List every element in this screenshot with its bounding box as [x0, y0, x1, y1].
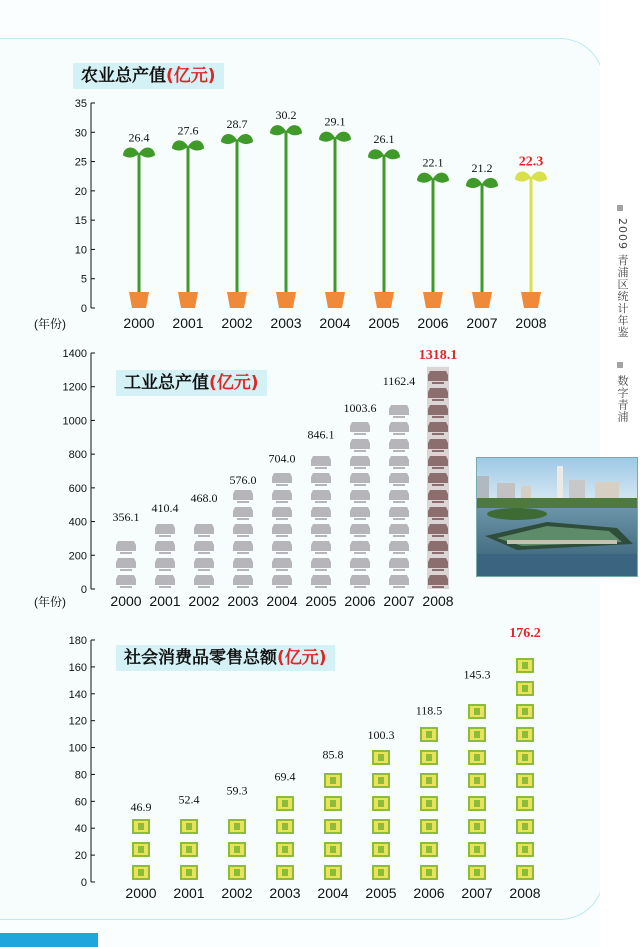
agri-x-axis-label: (年份): [34, 317, 66, 331]
ret-x-tick-label: 2006: [413, 885, 445, 901]
retail-box-mark: [378, 800, 384, 807]
ret-x-tick-label: 2007: [461, 885, 493, 901]
retail-title: 社会消费品零售总额(亿元): [116, 645, 335, 671]
retail-box-mark: [474, 869, 480, 876]
retail-box-mark: [330, 800, 336, 807]
ind-x-tick-label: 2000: [110, 593, 142, 609]
agri-y-tick-label: 10: [74, 244, 87, 257]
data-label: 145.3: [463, 667, 491, 682]
retail-box-mark: [522, 800, 528, 807]
ret-y-tick-label: 140: [68, 688, 87, 701]
retail-box-mark: [378, 846, 384, 853]
retail-box-mark: [138, 823, 144, 830]
agri-x-tick-label: 2006: [417, 315, 449, 331]
ret-y-tick-label: 100: [68, 742, 87, 755]
retail-box-mark: [282, 823, 288, 830]
retail-box-mark: [330, 777, 336, 784]
yearbook-label: 2009 青浦区统计年鉴: [616, 218, 629, 339]
retail-box-mark: [474, 800, 480, 807]
ret-x-tick-label: 2000: [125, 885, 157, 901]
ind-x-tick-label: 2008: [422, 593, 454, 609]
data-label: 21.2: [471, 160, 493, 175]
data-label: 100.3: [367, 728, 395, 743]
retail-box-mark: [378, 754, 384, 761]
retail-box-mark: [378, 869, 384, 876]
ret-x-tick-label: 2003: [269, 885, 301, 901]
data-label: 26.1: [373, 132, 395, 147]
retail-box-mark: [234, 823, 240, 830]
retail-box-mark: [522, 846, 528, 853]
retail-box-mark: [330, 846, 336, 853]
ret-y-tick-label: 40: [74, 823, 87, 836]
data-label: 410.4: [151, 500, 179, 515]
retail-box-mark: [282, 869, 288, 876]
ind-x-tick-label: 2001: [149, 593, 181, 609]
agri-x-tick-label: 2002: [221, 315, 253, 331]
data-label: 29.1: [324, 114, 346, 129]
retail-box-mark: [426, 823, 432, 830]
ind-x-tick-label: 2007: [383, 593, 415, 609]
agri-title: 农业总产值(亿元): [73, 63, 224, 89]
retail-box-mark: [522, 754, 528, 761]
agri-x-tick-label: 2000: [123, 315, 155, 331]
data-label: 1318.1: [418, 347, 458, 363]
retail-box-mark: [522, 662, 528, 669]
ind-y-tick-label: 200: [68, 550, 87, 563]
retail-box-mark: [474, 846, 480, 853]
data-label: 1003.6: [343, 400, 377, 415]
ret-y-tick-label: 20: [74, 850, 87, 863]
agri-y-tick-label: 5: [80, 273, 87, 286]
retail-box-mark: [426, 869, 432, 876]
ind-x-tick-label: 2006: [344, 593, 376, 609]
ret-x-tick-label: 2005: [365, 885, 397, 901]
retail-box-mark: [186, 823, 192, 830]
retail-box-mark: [522, 823, 528, 830]
retail-box-mark: [474, 823, 480, 830]
ret-x-tick-label: 2001: [173, 885, 205, 901]
retail-box-mark: [378, 777, 384, 784]
ret-y-tick-label: 160: [68, 661, 87, 674]
retail-box-mark: [186, 869, 192, 876]
agri-x-tick-label: 2008: [515, 315, 547, 331]
agri-y-tick-label: 30: [74, 127, 87, 140]
lake-building-photo: [476, 457, 638, 577]
retail-box-mark: [282, 800, 288, 807]
data-label: 576.0: [229, 472, 257, 487]
data-label: 704.0: [268, 451, 296, 466]
ret-y-tick-label: 180: [68, 635, 87, 647]
footer-bar: [0, 933, 98, 947]
retail-box-mark: [186, 846, 192, 853]
ret-y-tick-label: 80: [74, 769, 87, 782]
ind-x-tick-label: 2003: [227, 593, 259, 609]
ind-y-tick-label: 400: [68, 516, 87, 529]
retail-box-mark: [282, 846, 288, 853]
data-label: 176.2: [509, 626, 541, 642]
data-label: 1162.4: [382, 374, 416, 389]
data-label: 26.4: [128, 130, 150, 145]
ret-y-tick-label: 0: [80, 877, 87, 889]
retail-box-mark: [378, 823, 384, 830]
ind-y-tick-label: 1200: [62, 381, 87, 394]
agri-x-tick-label: 2001: [172, 315, 204, 331]
data-label: 52.4: [178, 792, 200, 807]
agri-y-tick-label: 35: [74, 98, 87, 110]
ret-x-tick-label: 2008: [509, 885, 541, 901]
retail-box-mark: [426, 777, 432, 784]
data-label: 356.1: [112, 509, 140, 524]
section-label: 数字青浦: [616, 375, 629, 423]
side-marker: [617, 362, 623, 368]
ind-y-tick-label: 1400: [62, 348, 87, 360]
data-label: 468.0: [190, 491, 218, 506]
ret-y-tick-label: 60: [74, 796, 87, 809]
ind-x-tick-label: 2004: [266, 593, 298, 609]
retail-box-mark: [522, 708, 528, 715]
retail-box-mark: [474, 708, 480, 715]
retail-box-mark: [522, 731, 528, 738]
retail-box-mark: [426, 800, 432, 807]
agri-y-tick-label: 25: [74, 156, 87, 169]
ind-y-tick-label: 0: [80, 584, 87, 596]
data-label: 27.6: [177, 123, 199, 138]
data-label: 118.5: [415, 703, 443, 718]
agri-x-tick-label: 2005: [368, 315, 400, 331]
ret-x-tick-label: 2002: [221, 885, 253, 901]
retail-box-mark: [522, 777, 528, 784]
retail-box-mark: [522, 685, 528, 692]
data-label: 69.4: [274, 769, 296, 784]
retail-box-mark: [426, 731, 432, 738]
data-label: 22.3: [518, 154, 544, 170]
ind-x-axis-label: (年份): [34, 595, 66, 609]
retail-box-mark: [474, 731, 480, 738]
retail-box-mark: [138, 846, 144, 853]
data-label: 30.2: [275, 108, 297, 123]
agri-y-tick-label: 15: [74, 215, 87, 228]
side-marker: [617, 205, 623, 211]
agri-x-tick-label: 2004: [319, 315, 351, 331]
agri-x-tick-label: 2003: [270, 315, 302, 331]
data-label: 28.7: [226, 116, 248, 131]
retail-box-mark: [138, 869, 144, 876]
retail-box-mark: [522, 869, 528, 876]
retail-box-mark: [330, 869, 336, 876]
data-label: 22.1: [422, 155, 444, 170]
agri-y-tick-label: 0: [80, 303, 87, 315]
ret-y-tick-label: 120: [68, 715, 87, 728]
retail-box-mark: [426, 754, 432, 761]
data-label: 46.9: [130, 799, 152, 814]
ret-x-tick-label: 2004: [317, 885, 349, 901]
ind-y-tick-label: 600: [68, 482, 87, 495]
ind-y-tick-label: 1000: [62, 415, 87, 428]
retail-box-mark: [426, 846, 432, 853]
retail-box-mark: [474, 777, 480, 784]
ind-y-tick-label: 800: [68, 449, 87, 462]
retail-box-mark: [330, 823, 336, 830]
agri-x-tick-label: 2007: [466, 315, 498, 331]
data-label: 846.1: [307, 427, 335, 442]
data-label: 85.8: [322, 747, 344, 762]
agri-y-tick-label: 20: [74, 185, 87, 198]
ind-x-tick-label: 2005: [305, 593, 337, 609]
data-label: 59.3: [226, 783, 248, 798]
retail-box-mark: [474, 754, 480, 761]
retail-box-mark: [234, 869, 240, 876]
industry-title: 工业总产值(亿元): [116, 370, 267, 396]
retail-box-mark: [234, 846, 240, 853]
ind-x-tick-label: 2002: [188, 593, 220, 609]
